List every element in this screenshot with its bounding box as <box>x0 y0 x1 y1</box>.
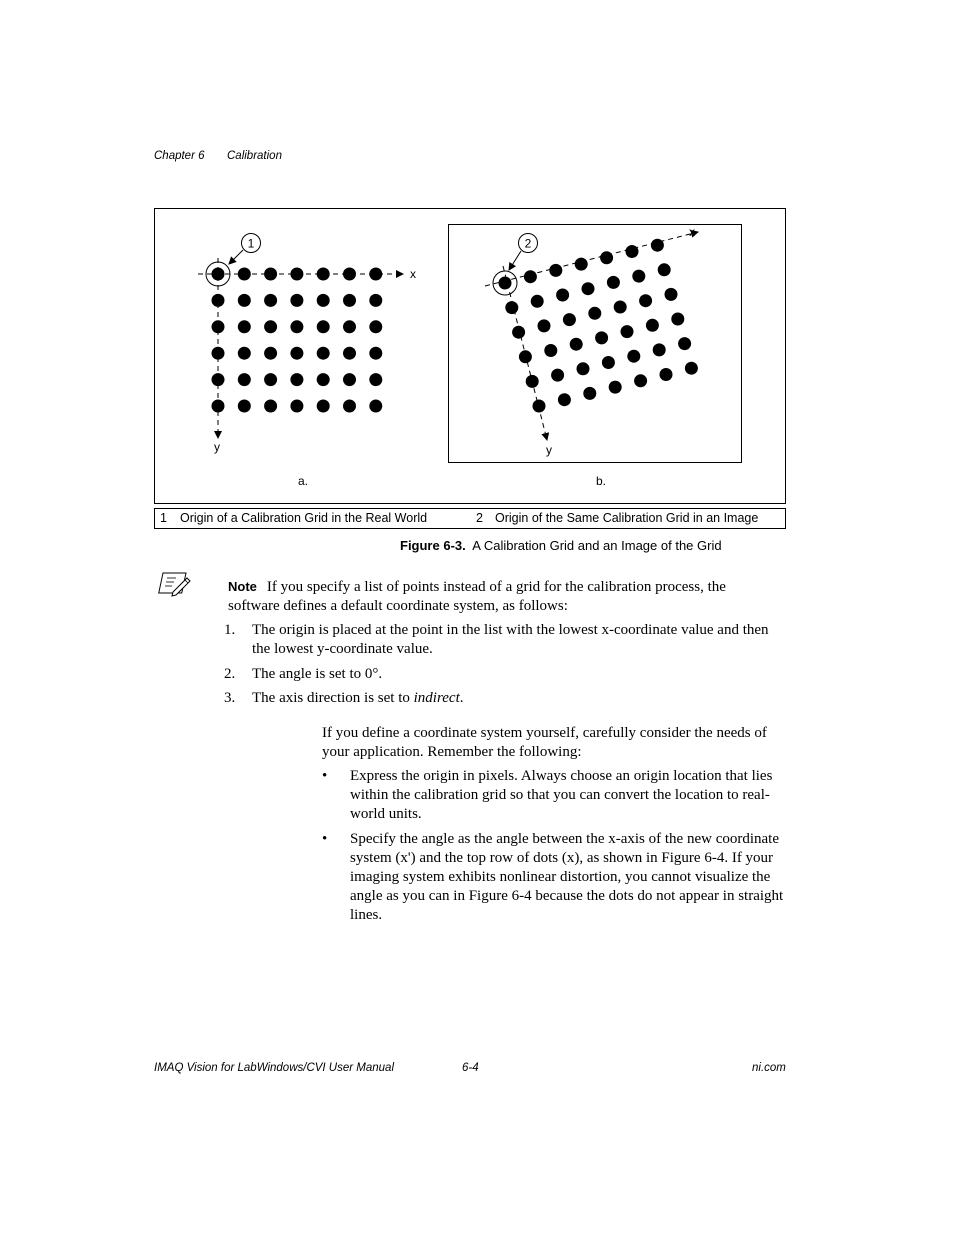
header-chapter: Chapter 6 <box>154 150 205 162</box>
grid-b-dot <box>499 277 512 290</box>
grid-a-dot <box>238 347 251 360</box>
grid-b-dot <box>632 270 645 283</box>
footer-site: ni.com <box>752 1062 786 1074</box>
grid-b-dot <box>614 301 627 314</box>
grid-a-dot <box>343 268 356 281</box>
grid-a-dot <box>212 373 225 386</box>
grid-b-dot <box>607 276 620 289</box>
grid-a-dot <box>317 400 330 413</box>
grid-b-dot <box>595 331 608 344</box>
legend-1-text: Origin of a Calibration Grid in the Real World <box>180 511 428 525</box>
grid-a-dot <box>238 294 251 307</box>
grid-a-dot <box>369 373 382 386</box>
note-label: Note <box>228 579 257 594</box>
callout-2-arrow <box>509 251 521 270</box>
grid-b-dot <box>563 313 576 326</box>
grid-b-dot <box>660 368 673 381</box>
grid-b-dot <box>651 239 664 252</box>
grid-b-x-axis <box>485 232 698 286</box>
grid-b-dot <box>639 294 652 307</box>
body-paragraph: If you define a coordinate system yourself, carefully consider the needs of your application. Remember the following: <box>322 725 767 760</box>
grid-a-dot <box>212 294 225 307</box>
grid-a-dot <box>212 347 225 360</box>
list-item-3-text-before: The axis direction is set to <box>252 690 414 706</box>
grid-b-dot <box>653 343 666 356</box>
note <box>228 577 758 616</box>
figure-caption-label: Figure 6-3. <box>400 538 466 553</box>
grid-a-dot <box>290 320 303 333</box>
figure-caption-text: A Calibration Grid and an Image of the Grid <box>472 538 722 553</box>
grid-a-dot <box>290 373 303 386</box>
grid-a-dot <box>343 294 356 307</box>
list-item-1-number: 1. <box>224 622 236 638</box>
grid-b-dot <box>538 319 551 332</box>
grid-a-dot <box>317 373 330 386</box>
grid-b-dot <box>678 337 691 350</box>
grid-b-x-label: x <box>689 225 695 239</box>
grid-a-dot <box>212 320 225 333</box>
grid-a-dot <box>264 400 277 413</box>
grid-b-dot <box>665 288 678 301</box>
grid-a-dot <box>343 347 356 360</box>
grid-a-dot <box>369 268 382 281</box>
grid-b-dot <box>621 325 634 338</box>
grid-a-x-label: x <box>410 267 416 281</box>
callout-2-number: 2 <box>524 236 532 251</box>
legend-1-number: 1 <box>160 511 167 525</box>
grid-b-dots <box>499 236 698 413</box>
grid-a-dot <box>343 320 356 333</box>
grid-b-dot <box>549 264 562 277</box>
list-item-3-text <box>252 689 772 708</box>
header-section: Calibration <box>227 150 282 162</box>
footer-manual-title: IMAQ Vision for LabWindows/CVI User Manual <box>154 1062 395 1074</box>
subfigure-b-label: b. <box>595 474 607 488</box>
list-item-3-number: 3. <box>224 690 236 706</box>
grid-b-dot <box>602 356 615 369</box>
grid-a-dot <box>238 400 251 413</box>
grid-a-dot <box>317 268 330 281</box>
grid-a-dot <box>212 400 225 413</box>
callout-1-arrow <box>229 250 243 264</box>
grid-b-dot <box>609 381 622 394</box>
bullet-1-text: Express the origin in pixels. Always choose an origin location that lies within the calibration grid so that you can convert the location to real-world units. <box>350 768 773 822</box>
grid-b-dot <box>634 374 647 387</box>
grid-a-dot <box>317 320 330 333</box>
grid-b-dot <box>583 387 596 400</box>
list-item-2-number: 2. <box>224 666 236 682</box>
grid-a-dot <box>290 294 303 307</box>
grid-b-dot <box>526 375 539 388</box>
grid-b-dot <box>658 263 671 276</box>
grid-a-dot <box>317 294 330 307</box>
grid-a-dot <box>369 400 382 413</box>
grid-a-dot <box>290 400 303 413</box>
grid-a-dot <box>264 320 277 333</box>
grid-a-dot <box>264 347 277 360</box>
grid-b-dot <box>575 258 588 271</box>
grid-b-dot <box>556 289 569 302</box>
grid-a-dot <box>264 268 277 281</box>
grid-a-dot <box>212 268 225 281</box>
grid-a-dot <box>317 347 330 360</box>
list-item-1-text: The origin is placed at the point in the list with the lowest x-coordinate value and then the lowest y-coordinate value. <box>252 622 769 657</box>
grid-a-dot <box>369 294 382 307</box>
grid-b-dot <box>626 245 639 258</box>
grid-a-y-label: y <box>214 440 220 454</box>
grid-a-dot <box>290 268 303 281</box>
grid-b-dot <box>577 362 590 375</box>
figure-legend <box>154 508 786 529</box>
note-pencil-icon <box>159 573 190 596</box>
callout-1-number: 1 <box>247 236 255 251</box>
grid-b-dot <box>582 282 595 295</box>
grid-b-dot <box>671 313 684 326</box>
grid-b-dot <box>685 362 698 375</box>
grid-b-dot <box>524 270 537 283</box>
bullet-2-text: Specify the angle as the angle between the x-axis of the new coordinate system (x') and the top row of dots (x), as shown in Figure 6-4. If your imaging system exhibits nonlinear distortion, you cannot visualize the angle as you can in Figure 6-4 because the dots do not appear in straight lines. <box>350 831 784 923</box>
figure-caption <box>400 538 722 553</box>
grid-a-dot <box>238 320 251 333</box>
list-item-3-text-after: . <box>459 690 464 706</box>
note-text: If you specify a list of points instead of a grid for the calibration process, the software defines a default coordinate system, as follows: <box>228 579 726 614</box>
grid-b-dot <box>558 393 571 406</box>
grid-a-dot <box>343 373 356 386</box>
list-item-3-text-italic: indirect <box>413 690 460 706</box>
grid-b-dot <box>588 307 601 320</box>
grid-a-dot <box>238 373 251 386</box>
grid-b-dot <box>600 251 613 264</box>
grid-b-dot <box>531 295 544 308</box>
grid-b-dot <box>519 350 532 363</box>
legend-2-text: Origin of the Same Calibration Grid in an Image <box>495 511 759 525</box>
grid-a-dot <box>264 294 277 307</box>
grid-a-dot <box>290 347 303 360</box>
grid-b-dot <box>533 400 546 413</box>
grid-b-dot <box>512 326 525 339</box>
grid-b-dot <box>646 319 659 332</box>
footer-page-number: 6-4 <box>462 1062 479 1074</box>
grid-a-dot <box>238 268 251 281</box>
grid-a-dots <box>212 268 383 413</box>
grid-b-dot <box>544 344 557 357</box>
grid-b-y-label: y <box>546 443 552 457</box>
bullet-2-symbol: • <box>322 831 328 847</box>
grid-b-dot <box>551 369 564 382</box>
list-item-2-text: The angle is set to 0°. <box>252 666 383 682</box>
grid-b-dot <box>505 301 518 314</box>
grid-a-dot <box>264 373 277 386</box>
grid-a-dot <box>343 400 356 413</box>
grid-b-dot <box>570 338 583 351</box>
grid-a-dot <box>369 320 382 333</box>
bullet-1-symbol: • <box>322 768 328 784</box>
legend-2-number: 2 <box>476 511 483 525</box>
grid-a-dot <box>369 347 382 360</box>
subfigure-a-label: a. <box>297 474 309 488</box>
grid-b-dot <box>627 350 640 363</box>
